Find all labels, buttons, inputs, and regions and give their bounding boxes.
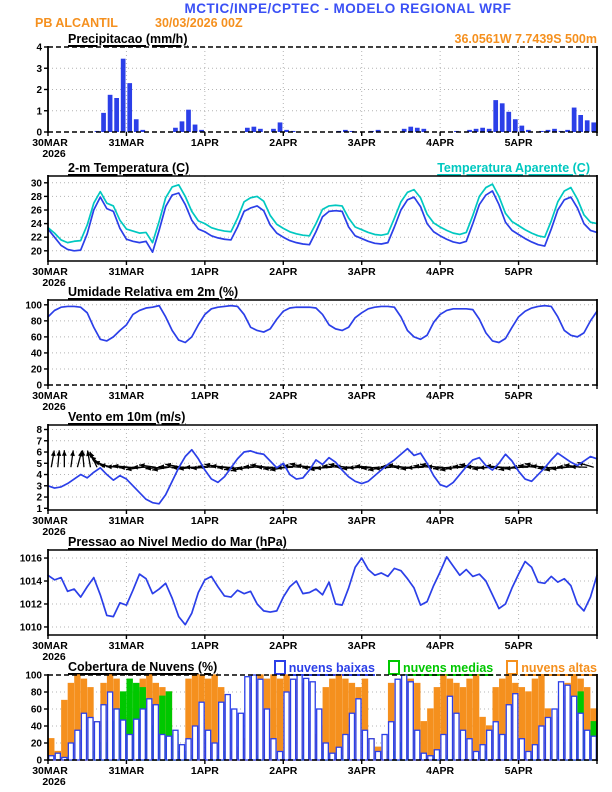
svg-text:31MAR: 31MAR xyxy=(108,640,145,652)
svg-text:5APR: 5APR xyxy=(504,390,533,402)
svg-text:100: 100 xyxy=(25,670,42,682)
svg-text:4: 4 xyxy=(36,470,42,482)
svg-text:8: 8 xyxy=(36,425,42,437)
svg-text:31MAR: 31MAR xyxy=(108,515,145,527)
panel-title-precipitation: Precipitacao (mm/h) xyxy=(68,32,188,46)
legend-apparent-temperature: Temperatura Aparente (C) xyxy=(437,161,590,175)
svg-text:1APR: 1APR xyxy=(190,266,219,278)
svg-text:2APR: 2APR xyxy=(269,765,298,777)
svg-text:31MAR: 31MAR xyxy=(108,390,145,402)
svg-text:5APR: 5APR xyxy=(504,765,533,777)
svg-text:2APR: 2APR xyxy=(269,390,298,402)
svg-text:3: 3 xyxy=(36,63,42,75)
svg-text:1012: 1012 xyxy=(19,599,42,611)
svg-text:1APR: 1APR xyxy=(190,640,219,652)
svg-text:3APR: 3APR xyxy=(347,640,376,652)
svg-text:30MAR: 30MAR xyxy=(32,640,68,652)
svg-text:3APR: 3APR xyxy=(347,137,376,149)
svg-text:100: 100 xyxy=(25,300,42,312)
svg-text:20: 20 xyxy=(30,738,42,750)
panel-title-humidity: Umidade Relativa em 2m (%) xyxy=(68,285,239,299)
svg-text:80: 80 xyxy=(30,687,42,699)
svg-text:1010: 1010 xyxy=(19,622,42,634)
svg-text:2026: 2026 xyxy=(42,776,66,788)
low-clouds-label: nuvens baixas xyxy=(288,660,375,675)
location-coordinates: 36.0561W 7.7439S 500m xyxy=(454,32,597,46)
svg-text:1014: 1014 xyxy=(19,576,42,588)
svg-text:1APR: 1APR xyxy=(190,390,219,402)
svg-text:0: 0 xyxy=(36,127,42,139)
svg-text:4APR: 4APR xyxy=(426,515,455,527)
panel-title-cloud-cover: Cobertura de Nuvens (%) xyxy=(68,660,218,674)
svg-text:4APR: 4APR xyxy=(426,390,455,402)
svg-text:1: 1 xyxy=(36,503,42,515)
svg-text:4: 4 xyxy=(36,42,42,54)
svg-text:30MAR: 30MAR xyxy=(32,390,68,402)
svg-text:4APR: 4APR xyxy=(426,266,455,278)
svg-text:24: 24 xyxy=(30,219,42,231)
svg-text:0: 0 xyxy=(36,755,42,767)
svg-text:2026: 2026 xyxy=(42,526,66,538)
svg-text:80: 80 xyxy=(30,316,42,328)
svg-text:5APR: 5APR xyxy=(504,137,533,149)
svg-text:2APR: 2APR xyxy=(269,640,298,652)
svg-text:30MAR: 30MAR xyxy=(32,266,68,278)
svg-text:2026: 2026 xyxy=(42,401,66,413)
svg-text:1APR: 1APR xyxy=(190,137,219,149)
svg-text:28: 28 xyxy=(30,191,42,203)
svg-text:6: 6 xyxy=(36,447,42,459)
svg-text:40: 40 xyxy=(30,721,42,733)
svg-text:5: 5 xyxy=(36,458,42,470)
svg-text:2026: 2026 xyxy=(42,148,66,160)
svg-text:22: 22 xyxy=(30,232,42,244)
svg-text:4APR: 4APR xyxy=(426,137,455,149)
mid-clouds-label: nuvens medias xyxy=(402,660,494,675)
svg-text:2APR: 2APR xyxy=(269,266,298,278)
svg-text:30MAR: 30MAR xyxy=(32,765,68,777)
svg-text:31MAR: 31MAR xyxy=(108,137,145,149)
svg-text:20: 20 xyxy=(30,364,42,376)
svg-text:5APR: 5APR xyxy=(504,515,533,527)
svg-text:60: 60 xyxy=(30,332,42,344)
svg-text:40: 40 xyxy=(30,348,42,360)
svg-text:3APR: 3APR xyxy=(347,765,376,777)
svg-text:0: 0 xyxy=(36,380,42,392)
svg-text:31MAR: 31MAR xyxy=(108,266,145,278)
station-name: PB ALCANTIL xyxy=(35,16,118,30)
panel-title-pressure: Pressao ao Nivel Medio do Mar (hPa) xyxy=(68,535,287,549)
svg-text:2026: 2026 xyxy=(42,277,66,289)
svg-text:2: 2 xyxy=(36,492,42,504)
run-datetime: 30/03/2026 00Z xyxy=(155,16,243,30)
svg-text:2026: 2026 xyxy=(42,651,66,663)
model-header: MCTIC/INPE/CPTEC - MODELO REGIONAL WRF xyxy=(184,1,512,16)
svg-text:3APR: 3APR xyxy=(347,390,376,402)
svg-text:5APR: 5APR xyxy=(504,266,533,278)
panel-title-temperature: 2-m Temperatura (C) xyxy=(68,161,190,175)
svg-text:30MAR: 30MAR xyxy=(32,137,68,149)
svg-text:3APR: 3APR xyxy=(347,266,376,278)
svg-text:1APR: 1APR xyxy=(190,765,219,777)
svg-text:4APR: 4APR xyxy=(426,765,455,777)
svg-text:3APR: 3APR xyxy=(347,515,376,527)
svg-text:2: 2 xyxy=(36,85,42,96)
svg-text:7: 7 xyxy=(36,436,42,448)
svg-text:1: 1 xyxy=(36,106,42,118)
svg-text:26: 26 xyxy=(30,205,42,217)
svg-text:2APR: 2APR xyxy=(269,515,298,527)
svg-text:31MAR: 31MAR xyxy=(108,765,145,777)
svg-text:60: 60 xyxy=(30,704,42,716)
svg-text:30MAR: 30MAR xyxy=(32,515,68,527)
high-clouds-label: nuvens altas xyxy=(521,660,597,675)
svg-text:1016: 1016 xyxy=(19,553,42,565)
svg-text:4APR: 4APR xyxy=(426,640,455,652)
svg-text:3: 3 xyxy=(36,481,42,493)
svg-text:1APR: 1APR xyxy=(190,515,219,527)
panel-title-wind: Vento em 10m (m/s) xyxy=(68,410,186,424)
svg-text:20: 20 xyxy=(30,246,42,258)
svg-text:2APR: 2APR xyxy=(269,137,298,149)
svg-text:30: 30 xyxy=(30,178,42,190)
svg-text:5APR: 5APR xyxy=(504,640,533,652)
